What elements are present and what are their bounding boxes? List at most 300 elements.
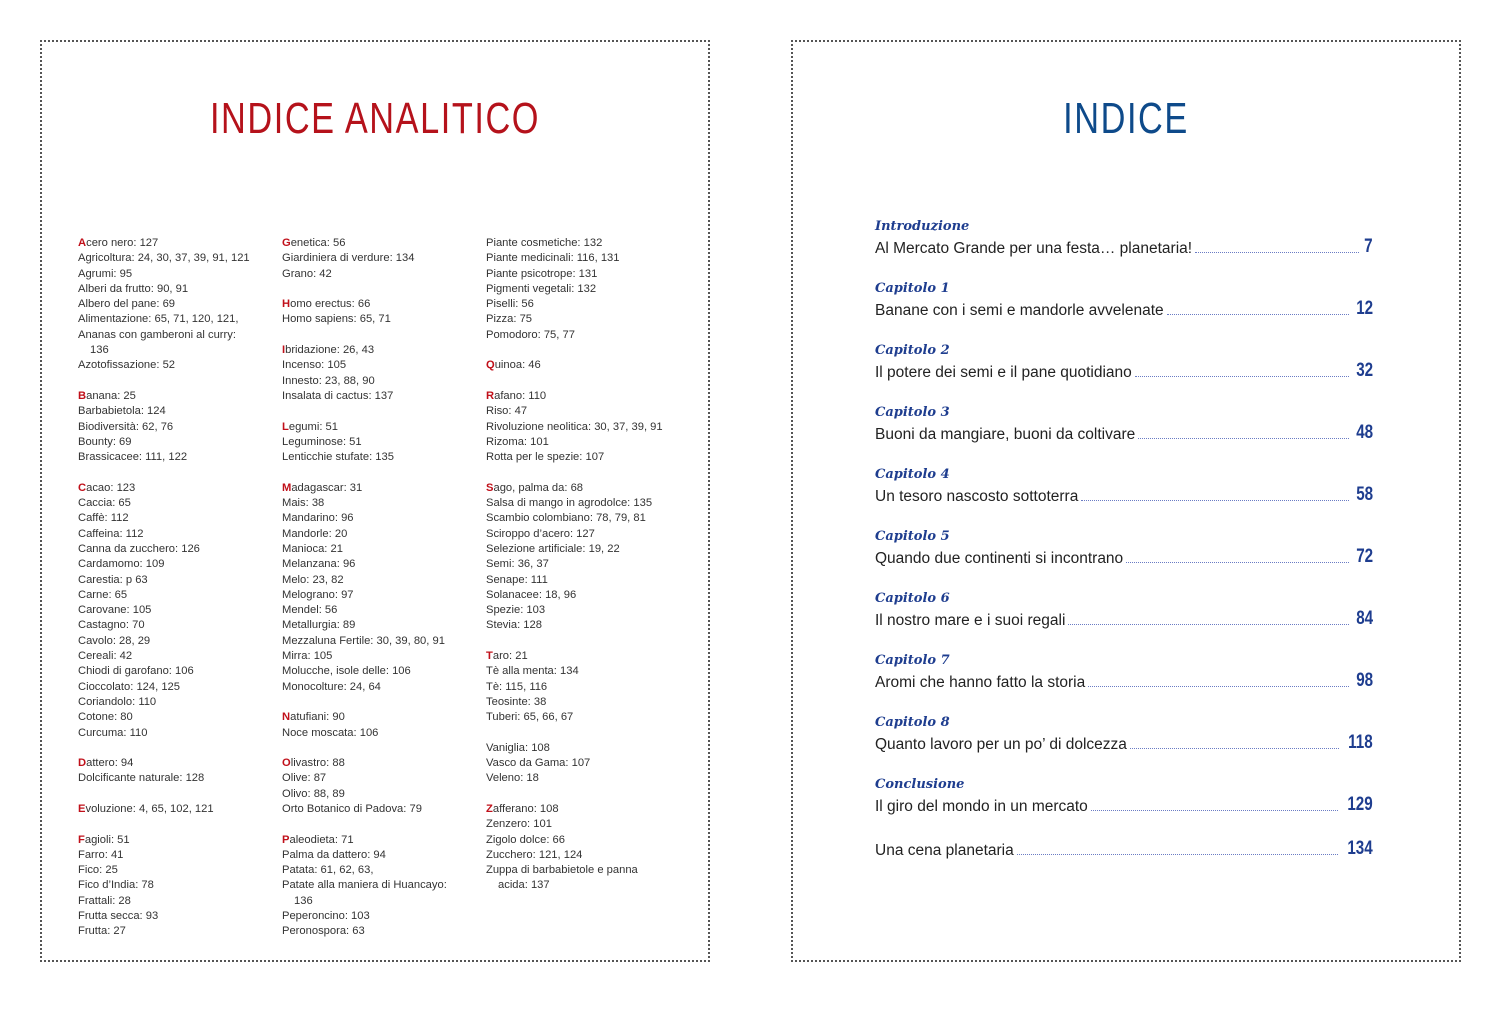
index-entry-text: Grano: 42: [282, 267, 332, 280]
index-entry-text: attero: 94: [86, 757, 134, 770]
index-letter-group: [282, 756, 482, 817]
index-entry-text: atufiani: 90: [290, 711, 345, 724]
index-entry: [282, 557, 482, 572]
index-entry: [78, 420, 278, 435]
toc-page-number: 129: [1347, 794, 1373, 815]
index-entry: [78, 481, 278, 496]
toc-page-number: 134: [1347, 838, 1373, 859]
index-entry-text: Dolcificante naturale: 128: [78, 772, 205, 785]
index-entry: [78, 680, 278, 695]
index-entry-text: Piselli: 56: [486, 298, 534, 311]
index-entry-text: Rotta per le spezie: 107: [486, 451, 605, 464]
index-entry: [78, 726, 278, 741]
index-entry-text: Mendel: 56: [282, 604, 338, 617]
toc-dot-leader: [1068, 624, 1348, 625]
index-entry-text: Olive: 87: [282, 772, 327, 785]
toc-chapter-title: Il giro del mondo in un mercato: [875, 798, 1088, 815]
index-entry: [78, 282, 278, 297]
toc-chapter-title: Al Mercato Grande per una festa… planetaria!: [875, 240, 1193, 257]
index-entry: [78, 312, 278, 327]
toc-dot-leader: [1130, 748, 1339, 749]
index-entry-text: acao: 123: [86, 481, 136, 494]
toc-entry[interactable]: [875, 342, 1373, 382]
index-entry-continuation: 136: [90, 344, 109, 357]
index-entry: [78, 328, 278, 359]
index-entry: [78, 833, 278, 848]
index-entry: [282, 771, 482, 786]
analytic-index-page: [40, 40, 710, 962]
toc-entry[interactable]: [875, 280, 1373, 320]
toc-entry[interactable]: [875, 714, 1373, 754]
toc-chapter-title: Buoni da mangiare, buoni da coltivare: [875, 426, 1136, 443]
toc-chapter-label: Capitolo 3: [875, 405, 950, 420]
index-entry-text: Zenzero: 101: [486, 818, 552, 831]
index-initial-letter: A: [78, 237, 87, 249]
index-initial-letter: D: [78, 757, 87, 770]
index-entry: [78, 588, 278, 603]
index-entry-text: Albero del pane: 69: [78, 298, 176, 311]
index-entry-text: Piante psicotrope: 131: [486, 267, 598, 280]
toc-page-number: 98: [1356, 670, 1373, 691]
index-letter-group: [486, 358, 696, 373]
index-entry-text: Pomodoro: 75, 77: [486, 328, 575, 341]
index-entry-text: uinoa: 46: [494, 359, 541, 372]
index-entry: [486, 312, 696, 327]
index-entry-text: voluzione: 4, 65, 102, 121: [85, 802, 214, 815]
toc-page-number: 84: [1356, 608, 1373, 629]
index-entry: [282, 251, 482, 266]
index-entry-text: Peperoncino: 103: [282, 910, 370, 923]
toc-chapter-title: Una cena planetaria: [875, 842, 1014, 859]
index-letter-group: [78, 389, 278, 465]
toc-entry[interactable]: [875, 776, 1373, 816]
index-entry: [78, 389, 278, 404]
index-entry: [282, 573, 482, 588]
toc-chapter-label: Capitolo 2: [875, 343, 950, 358]
index-entry: [486, 618, 696, 633]
index-entry-text: Spezie: 103: [486, 604, 546, 617]
index-entry-text: Mandarino: 96: [282, 512, 354, 525]
toc-entry[interactable]: [875, 652, 1373, 692]
index-entry: [486, 741, 696, 756]
index-initial-letter: B: [78, 389, 87, 402]
index-entry-text: Mezzaluna Fertile: 30, 39, 80, 91: [282, 634, 445, 647]
toc-dot-leader: [1135, 376, 1349, 377]
index-entry-text: Coriandolo: 110: [78, 695, 157, 708]
index-entry: [282, 588, 482, 603]
index-entry: [78, 894, 278, 909]
index-entry: [282, 267, 482, 282]
toc-list: [875, 218, 1373, 882]
toc-chapter-label: Capitolo 6: [875, 591, 950, 606]
index-entry: [78, 924, 278, 939]
index-entry-text: afferano: 108: [492, 802, 559, 815]
index-column-3: [486, 236, 696, 909]
index-entry-text: afano: 110: [494, 389, 547, 402]
index-entry: [282, 710, 482, 725]
index-entry-text: Orto Botanico di Padova: 79: [282, 802, 422, 815]
index-entry-text: Olivo: 88, 89: [282, 787, 345, 800]
index-letter-group: [282, 343, 482, 404]
index-entry: [486, 435, 696, 450]
index-entry-text: Stevia: 128: [486, 619, 542, 632]
toc-entry[interactable]: [875, 218, 1373, 258]
toc-row: [875, 422, 1373, 444]
index-entry: [486, 756, 696, 771]
index-entry-text: enetica: 56: [290, 237, 346, 249]
index-initial-letter: P: [282, 833, 290, 846]
index-entry: [282, 527, 482, 542]
index-entry: [78, 358, 278, 373]
index-letter-group: [78, 756, 278, 787]
index-initial-letter: O: [282, 757, 291, 770]
index-entry-text: Alberi da frutto: 90, 91: [78, 282, 189, 295]
index-entry: [486, 389, 696, 404]
index-entry-text: Frattali: 28: [78, 894, 131, 907]
index-entry-text: adagascar: 31: [291, 481, 363, 494]
index-entry: [78, 634, 278, 649]
index-initial-letter: Z: [486, 802, 493, 815]
index-entry: [486, 664, 696, 679]
toc-entry[interactable]: [875, 466, 1373, 506]
index-entry: [282, 389, 482, 404]
index-entry-text: Zucchero: 121, 124: [486, 848, 583, 861]
index-entry: [486, 358, 696, 373]
index-entry: [486, 404, 696, 419]
index-entry-text: Ananas con gamberoni al curry:: [78, 328, 236, 341]
index-entry-text: cero nero: 127: [86, 237, 159, 249]
index-entry-text: Fico: 25: [78, 864, 118, 877]
index-entry: [486, 833, 696, 848]
index-entry: [282, 297, 482, 312]
table-of-contents-page: [791, 40, 1461, 962]
index-letter-group: [78, 802, 278, 817]
index-initial-letter: I: [282, 344, 286, 357]
toc-dot-leader: [1126, 562, 1349, 563]
index-entry: [282, 909, 482, 924]
index-initial-letter: Q: [486, 359, 495, 372]
index-entry-text: omo erectus: 66: [290, 298, 371, 311]
index-entry-text: Lenticchie stufate: 135: [282, 451, 394, 464]
index-entry: [486, 603, 696, 618]
toc-chapter-label: Capitolo 8: [875, 715, 950, 730]
index-entry: [78, 267, 278, 282]
index-initial-letter: F: [78, 833, 85, 846]
toc-chapter-title: Un tesoro nascosto sottoterra: [875, 488, 1079, 505]
index-entry-text: Tè: 115, 116: [486, 680, 548, 693]
index-entry: [282, 664, 482, 679]
index-entry-text: Noce moscata: 106: [282, 726, 379, 739]
toc-page-number: 32: [1356, 360, 1373, 381]
index-entry-text: Agrumi: 95: [78, 267, 133, 280]
toc-chapter-label: Conclusione: [875, 777, 965, 792]
index-letter-group: [282, 833, 482, 940]
toc-page-number: 58: [1356, 484, 1373, 505]
index-entry: [486, 481, 696, 496]
index-entry-text: Caccia: 65: [78, 497, 131, 510]
index-entry: [486, 771, 696, 786]
index-entry: [486, 649, 696, 664]
toc-chapter-title: Il potere dei semi e il pane quotidiano: [875, 364, 1132, 381]
index-entry-text: bridazione: 26, 43: [285, 344, 375, 357]
index-entry: [78, 695, 278, 710]
index-entry: [486, 251, 696, 266]
index-letter-group: [282, 236, 482, 282]
index-letter-group: [486, 802, 696, 894]
index-entry: [486, 557, 696, 572]
toc-chapter-label: Capitolo 1: [875, 281, 950, 296]
index-entry: [282, 833, 482, 848]
index-entry: [78, 435, 278, 450]
index-entry-text: aleodieta: 71: [289, 833, 354, 846]
index-entry-text: Barbabietola: 124: [78, 405, 166, 418]
index-entry: [486, 573, 696, 588]
toc-row: [875, 838, 1373, 860]
index-letter-group: [78, 481, 278, 741]
index-entry-text: Piante medicinali: 116, 131: [486, 252, 620, 265]
index-entry-text: Solanacee: 18, 96: [486, 588, 577, 601]
index-column-2: [282, 236, 482, 955]
index-entry: [486, 236, 696, 251]
index-entry: [78, 496, 278, 511]
index-entry-text: Giardiniera di verdure: 134: [282, 252, 415, 265]
index-entry-text: ago, palma da: 68: [493, 481, 584, 494]
index-letter-group: [486, 649, 696, 725]
index-initial-letter: E: [78, 802, 86, 815]
index-entry: [486, 802, 696, 817]
toc-title: INDICE: [1063, 94, 1189, 143]
index-entry-text: anana: 25: [86, 389, 136, 402]
index-entry-text: Azotofissazione: 52: [78, 359, 176, 372]
index-entry: [78, 848, 278, 863]
toc-row: [875, 608, 1373, 630]
index-initial-letter: G: [282, 237, 291, 249]
toc-page-number: 48: [1356, 422, 1373, 443]
index-entry-text: Leguminose: 51: [282, 435, 362, 448]
index-entry-text: Chiodi di garofano: 106: [78, 665, 194, 678]
index-entry: [282, 236, 482, 251]
index-initial-letter: S: [486, 481, 494, 494]
index-entry-text: Zuppa di barbabietole e panna: [486, 864, 638, 877]
index-entry: [78, 618, 278, 633]
index-entry: [486, 863, 696, 894]
index-entry: [282, 542, 482, 557]
index-entry: [282, 618, 482, 633]
index-entry-text: Carne: 65: [78, 588, 128, 601]
index-entry: [486, 588, 696, 603]
index-entry: [282, 924, 482, 939]
index-entry: [486, 420, 696, 435]
toc-chapter-title: Aromi che hanno fatto la storia: [875, 674, 1086, 691]
index-entry: [282, 435, 482, 450]
index-entry: [282, 358, 482, 373]
index-entry-text: Cereali: 42: [78, 650, 133, 663]
index-entry: [486, 680, 696, 695]
index-entry: [78, 756, 278, 771]
index-entry-text: Carovane: 105: [78, 604, 152, 617]
index-entry: [486, 297, 696, 312]
index-entry: [78, 603, 278, 618]
index-entry-text: Cioccolato: 124, 125: [78, 680, 180, 693]
index-entry-text: Palma da dattero: 94: [282, 848, 386, 861]
toc-page-number: 118: [1348, 732, 1373, 753]
index-letter-group: [282, 710, 482, 741]
index-entry-text: Riso: 47: [486, 405, 528, 418]
index-entry: [282, 343, 482, 358]
index-entry-text: Carestia: p 63: [78, 573, 148, 586]
index-entry: [78, 251, 278, 266]
index-entry: [282, 726, 482, 741]
toc-dot-leader: [1167, 314, 1349, 315]
toc-entry[interactable]: [875, 590, 1373, 630]
index-entry: [486, 710, 696, 725]
index-entry-text: egumi: 51: [288, 420, 338, 433]
toc-row: [875, 546, 1373, 568]
index-letter-group: [282, 297, 482, 328]
index-entry-text: Brassicacee: 111, 122: [78, 451, 188, 464]
index-entry-continuation: 136: [294, 894, 313, 907]
index-entry: [78, 909, 278, 924]
index-entry-text: livastro: 88: [290, 757, 345, 770]
index-entry-text: Insalata di cactus: 137: [282, 389, 394, 402]
toc-entry[interactable]: [875, 528, 1373, 568]
index-letter-group: [486, 389, 696, 465]
index-entry-text: aro: 21: [492, 650, 528, 663]
index-entry: [78, 542, 278, 557]
toc-row: [875, 794, 1373, 816]
index-entry-text: Veleno: 18: [486, 772, 539, 785]
index-entry: [78, 557, 278, 572]
toc-chapter-label: Introduzione: [875, 219, 970, 234]
index-letter-group: [486, 481, 696, 634]
index-entry-text: Monocolture: 24, 64: [282, 680, 381, 693]
index-entry: [486, 450, 696, 465]
index-entry: [486, 511, 696, 526]
toc-row: [875, 484, 1373, 506]
index-entry-text: Pizza: 75: [486, 313, 533, 326]
index-entry-text: Rivoluzione neolitica: 30, 37, 39, 91: [486, 420, 663, 433]
index-entry: [282, 420, 482, 435]
index-entry: [486, 695, 696, 710]
index-letter-group: [486, 741, 696, 787]
index-entry-text: Melanzana: 96: [282, 558, 356, 571]
index-entry: [282, 787, 482, 802]
index-entry-text: Salsa di mango in agrodolce: 135: [486, 497, 653, 510]
index-entry-text: Tuberi: 65, 66, 67: [486, 711, 574, 724]
toc-page-number: 7: [1364, 236, 1373, 257]
index-entry: [78, 527, 278, 542]
index-entry: [78, 664, 278, 679]
index-letter-group: [78, 236, 278, 374]
toc-chapter-title: Quando due continenti si incontrano: [875, 550, 1124, 567]
index-entry-text: Mirra: 105: [282, 650, 333, 663]
toc-chapter-label: Capitolo 5: [875, 529, 950, 544]
toc-chapter-title: Il nostro mare e i suoi regali: [875, 612, 1066, 629]
index-entry: [282, 603, 482, 618]
index-entry-text: Teosinte: 38: [486, 695, 547, 708]
index-entry: [486, 542, 696, 557]
index-entry: [486, 282, 696, 297]
index-entry-text: Rizoma: 101: [486, 435, 549, 448]
index-initial-letter: R: [486, 389, 495, 402]
index-entry: [282, 481, 482, 496]
index-entry-text: Vaniglia: 108: [486, 741, 550, 754]
index-entry-text: Patata: 61, 62, 63,: [282, 864, 374, 877]
index-entry-text: Selezione artificiale: 19, 22: [486, 542, 620, 555]
index-entry: [78, 710, 278, 725]
index-entry-text: Peronospora: 63: [282, 925, 365, 938]
index-entry-text: Melograno: 97: [282, 588, 354, 601]
index-entry: [282, 878, 482, 909]
index-column-1: [78, 236, 278, 955]
index-entry: [486, 267, 696, 282]
index-entry-text: Caffè: 112: [78, 512, 129, 525]
index-entry-text: Mandorle: 20: [282, 527, 348, 540]
index-entry: [282, 680, 482, 695]
index-entry: [282, 756, 482, 771]
toc-chapter-label: Capitolo 4: [875, 467, 950, 482]
toc-dot-leader: [1081, 500, 1349, 501]
index-entry: [78, 771, 278, 786]
toc-row: [875, 298, 1373, 320]
index-entry-text: Cavolo: 28, 29: [78, 634, 151, 647]
index-entry: [486, 817, 696, 832]
index-entry-text: Sciroppo d’acero: 127: [486, 527, 595, 540]
toc-dot-leader: [1195, 252, 1359, 253]
index-entry-text: Fico d’India: 78: [78, 879, 154, 892]
toc-entry[interactable]: [875, 404, 1373, 444]
index-entry: [282, 863, 482, 878]
index-entry: [282, 450, 482, 465]
index-entry-text: Canna da zucchero: 126: [78, 542, 200, 555]
toc-row: [875, 732, 1373, 754]
index-entry: [282, 649, 482, 664]
index-entry-text: Molucche, isole delle: 106: [282, 665, 411, 678]
index-entry: [282, 374, 482, 389]
index-entry: [78, 878, 278, 893]
index-entry: [282, 848, 482, 863]
index-entry-text: Metallurgia: 89: [282, 619, 356, 632]
index-letter-group: [486, 236, 696, 343]
index-entry-text: Scambio colombiano: 78, 79, 81: [486, 512, 646, 525]
index-entry-text: Curcuma: 110: [78, 726, 148, 739]
index-entry: [78, 863, 278, 878]
toc-row: [875, 360, 1373, 382]
index-entry-text: Frutta secca: 93: [78, 910, 159, 923]
index-initial-letter: N: [282, 711, 291, 724]
index-entry: [486, 527, 696, 542]
index-entry: [78, 236, 278, 251]
analytic-index-title: INDICE ANALITICO: [209, 94, 541, 143]
index-entry-text: Incenso: 105: [282, 359, 347, 372]
index-letter-group: [78, 833, 278, 940]
toc-entry[interactable]: [875, 838, 1373, 860]
index-initial-letter: C: [78, 481, 87, 494]
index-entry-text: Pigmenti vegetali: 132: [486, 282, 597, 295]
toc-page-number: 12: [1356, 298, 1373, 319]
index-entry-text: Zigolo dolce: 66: [486, 833, 565, 846]
index-entry-text: Tè alla menta: 134: [486, 665, 579, 678]
toc-chapter-title: Banane con i semi e mandorle avvelenate: [875, 302, 1164, 319]
index-entry-text: Alimentazione: 65, 71, 120, 121,: [78, 313, 239, 326]
index-entry-text: Bounty: 69: [78, 435, 132, 448]
index-entry-text: Vasco da Gama: 107: [486, 757, 591, 770]
index-entry-text: Farro: 41: [78, 848, 124, 861]
index-entry-text: Innesto: 23, 88, 90: [282, 374, 375, 387]
index-entry-text: Mais: 38: [282, 497, 325, 510]
toc-dot-leader: [1017, 854, 1339, 855]
index-entry-text: Agricoltura: 24, 30, 37, 39, 91, 121: [78, 252, 250, 265]
